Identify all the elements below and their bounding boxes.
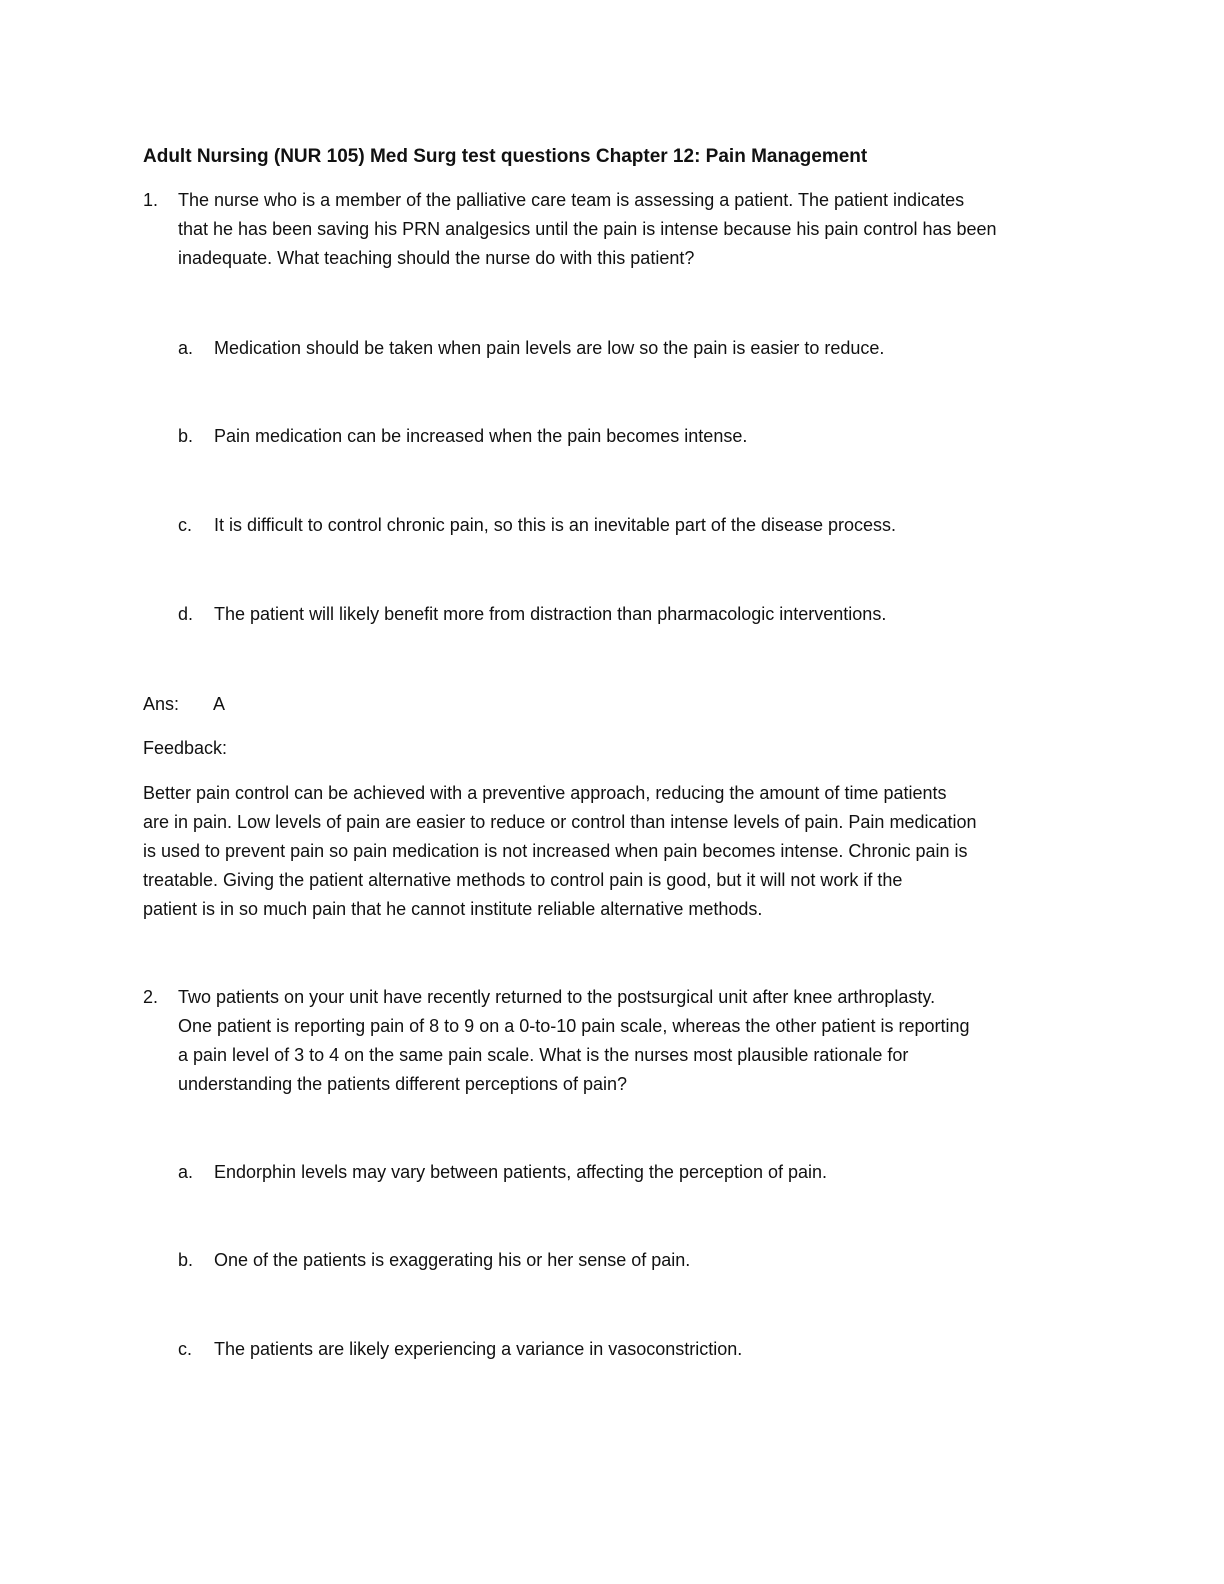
question-1-stem-line: inadequate. What teaching should the nurse do with this patient? — [178, 248, 695, 268]
feedback-line: patient is in so much pain that he cannot institute reliable alternative methods. — [143, 899, 763, 919]
question-1-option-d-text: The patient will likely benefit more from distraction than pharmacologic interventions. — [214, 604, 887, 624]
answer-label: Ans: — [143, 694, 180, 714]
question-1-number: 1. — [143, 190, 159, 210]
question-2-stem-line: One patient is reporting pain of 8 to 9 on a 0-to-10 pain scale, whereas the other patient is reporting — [178, 1016, 970, 1036]
question-2-option-a-text: Endorphin levels may vary between patients, affecting the perception of pain. — [214, 1162, 828, 1182]
answer-value: A — [213, 694, 226, 714]
feedback-line: Better pain control can be achieved with a preventive approach, reducing the amount of time patients — [143, 783, 947, 803]
question-2-option-c-text: The patients are likely experiencing a variance in vasoconstriction. — [214, 1339, 743, 1359]
feedback-line: are in pain. Low levels of pain are easier to reduce or control than intense levels of pain. Pain medication — [143, 812, 977, 832]
question-2-number: 2. — [143, 987, 159, 1007]
question-1-stem — [178, 186, 1078, 273]
question-2-stem-line: a pain level of 3 to 4 on the same pain scale. What is the nurses most plausible rationale for — [178, 1045, 909, 1065]
question-2-stem — [178, 983, 1078, 1099]
question-1-option-b-text: Pain medication can be increased when the pain becomes intense. — [214, 426, 748, 446]
question-1-stem-line: that he has been saving his PRN analgesics until the pain is intense because his pain control has been — [178, 219, 997, 239]
feedback-text — [143, 779, 1083, 924]
question-2-option-a-letter: a. — [178, 1162, 194, 1182]
question-1-option-a-text: Medication should be taken when pain levels are low so the pain is easier to reduce. — [214, 338, 885, 358]
question-1-option-a-letter: a. — [178, 338, 194, 358]
question-2-option-b-text: One of the patients is exaggerating his or her sense of pain. — [214, 1250, 691, 1270]
feedback-label: Feedback: — [143, 738, 228, 758]
question-1-stem-line: The nurse who is a member of the palliative care team is assessing a patient. The patient indicates — [178, 190, 965, 210]
question-1-option-b-letter: b. — [178, 426, 194, 446]
question-1-option-c-letter: c. — [178, 515, 193, 535]
question-1-option-d-letter: d. — [178, 604, 194, 624]
question-1-option-c-text: It is difficult to control chronic pain, so this is an inevitable part of the disease process. — [214, 515, 897, 535]
question-2-stem-line: Two patients on your unit have recently returned to the postsurgical unit after knee arthroplasty. — [178, 987, 936, 1007]
document-title: Adult Nursing (NUR 105) Med Surg test questions Chapter 12: Pain Management — [143, 146, 868, 167]
question-2-option-c-letter: c. — [178, 1339, 193, 1359]
feedback-line: is used to prevent pain so pain medication is not increased when pain becomes intense. Chronic pain is — [143, 841, 968, 861]
question-2-option-b-letter: b. — [178, 1250, 194, 1270]
feedback-line: treatable. Giving the patient alternative methods to control pain is good, but it will not work if the — [143, 870, 903, 890]
question-2-stem-line: understanding the patients different perceptions of pain? — [178, 1074, 627, 1094]
